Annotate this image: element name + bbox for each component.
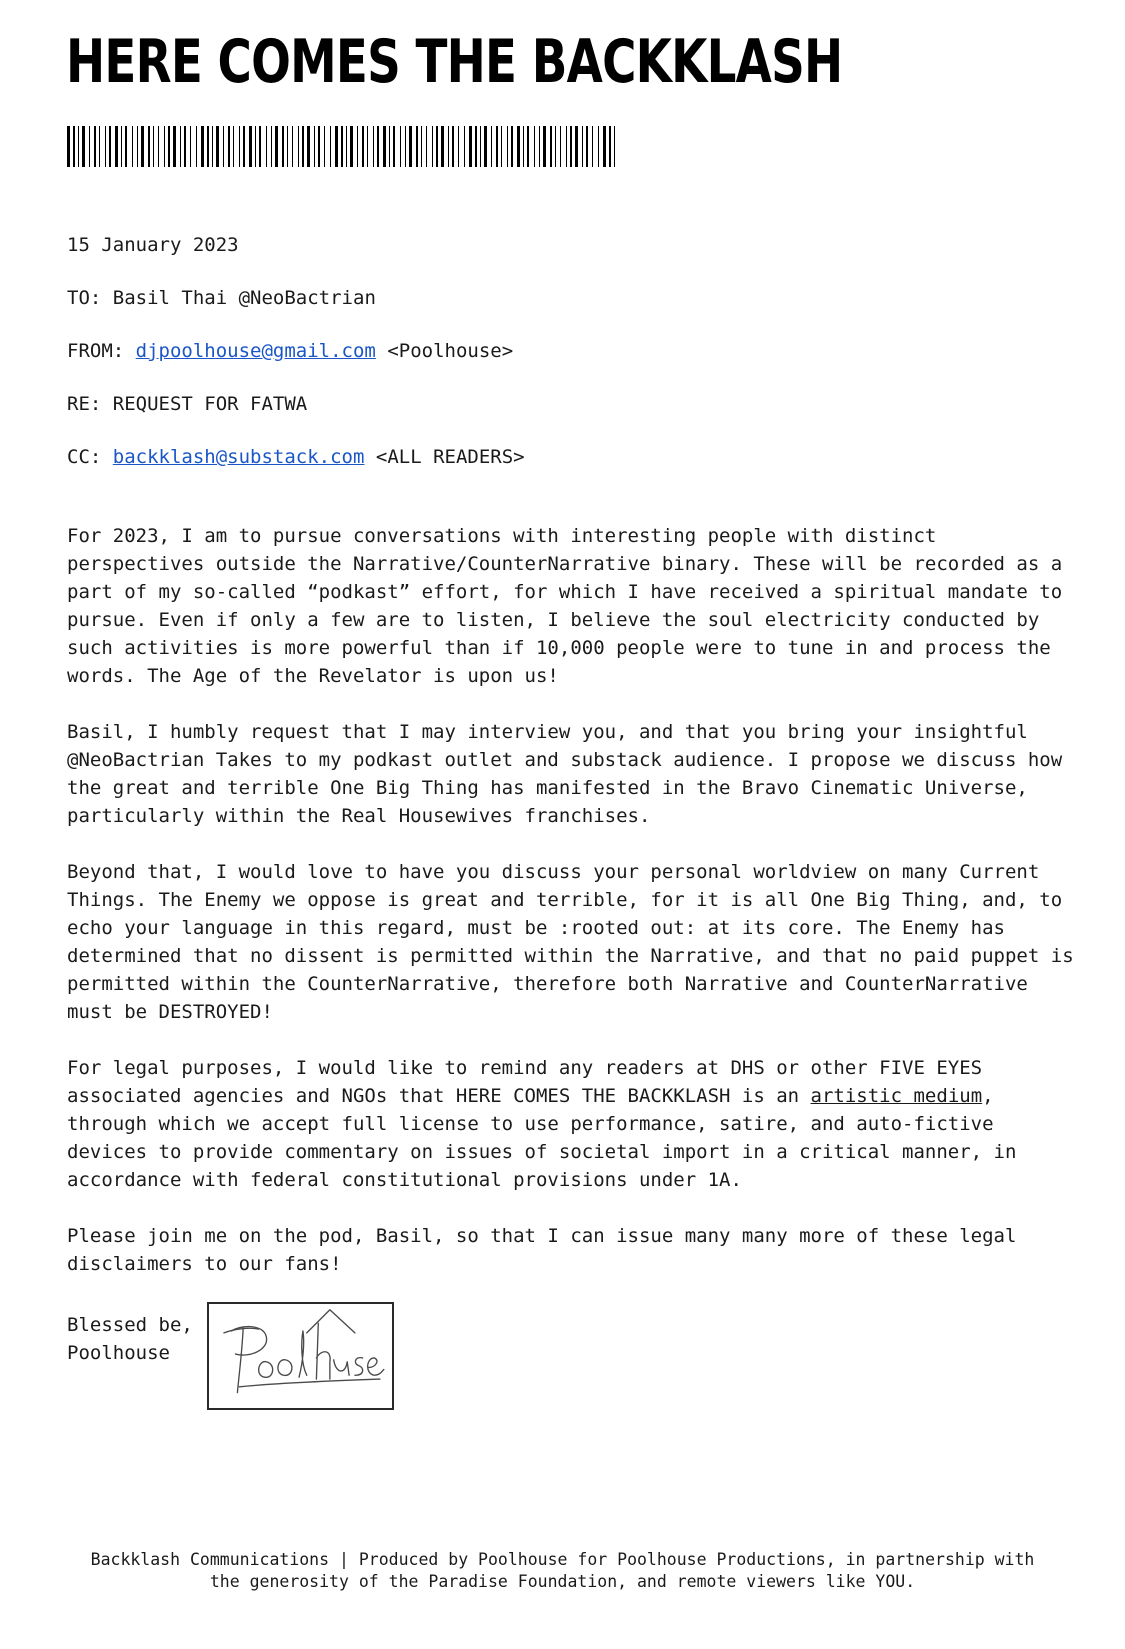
barcode-bar — [173, 126, 176, 167]
letter-date: 15 January 2023 — [67, 234, 239, 256]
barcode-bar — [570, 126, 572, 167]
barcode-bar — [441, 126, 444, 167]
barcode-bar — [212, 126, 213, 167]
barcode-bar — [125, 126, 127, 167]
barcode-bar — [362, 126, 364, 167]
to-line — [67, 284, 376, 312]
barcode-bar — [330, 126, 331, 167]
barcode-bar — [216, 126, 219, 167]
barcode-bar — [592, 126, 593, 167]
barcode-bar — [469, 126, 472, 167]
barcode-bar — [491, 126, 492, 167]
barcode-bar — [153, 126, 154, 167]
barcode-bar — [523, 126, 524, 167]
barcode-bar — [271, 126, 272, 167]
paragraph-4-text-end: , through which we accept full license to use performance, satire, and auto-fictive devices to provide commentary on issues of societal import in a critical manner, in accordance with federal constitutional provisions under 1A. — [67, 1085, 1017, 1191]
barcode-bar — [275, 126, 278, 167]
barcode-bar — [105, 126, 106, 167]
barcode-bar — [318, 126, 320, 167]
barcode-bar — [475, 126, 477, 167]
barcode-bar — [184, 126, 186, 167]
from-line — [67, 337, 513, 365]
barcode-bar — [609, 126, 611, 167]
barcode-bar — [282, 126, 284, 167]
barcode-bar — [207, 126, 209, 167]
barcode-bar — [566, 126, 567, 167]
barcode-bar — [560, 126, 561, 167]
barcode-bar — [121, 126, 122, 167]
barcode-bar — [496, 126, 498, 167]
barcode-bar — [201, 126, 204, 167]
footer-line-2: the generosity of the Paradise Foundation, and remote viewers like YOU. — [209, 1572, 916, 1591]
barcode-bar — [164, 126, 165, 167]
barcode-bar — [582, 126, 583, 167]
masthead-title: HERE COMES THE BACKKLASH — [66, 27, 843, 97]
from-label: FROM: — [67, 340, 125, 362]
barcode-bar — [233, 126, 234, 167]
barcode-bar — [148, 126, 150, 167]
handwritten-signature — [209, 1304, 392, 1408]
barcode-bar — [400, 126, 401, 167]
footer — [40, 1549, 1085, 1593]
barcode-bar — [458, 126, 459, 167]
barcode-bar — [190, 126, 191, 167]
barcode-bar — [137, 126, 138, 167]
barcode-bar — [346, 126, 347, 167]
barcode-bar — [141, 126, 144, 167]
footer-line-1: Backklash Communications | Produced by Poolhouse for Poolhouse Productions, in partnership with — [90, 1550, 1035, 1569]
barcode-bar — [409, 126, 412, 167]
cc-name: <ALL READERS> — [375, 446, 525, 468]
barcode-bar — [416, 126, 418, 167]
barcode-bar — [598, 126, 599, 167]
barcode-bar — [73, 126, 75, 167]
barcode-bar — [109, 126, 111, 167]
barcode-bar — [158, 126, 159, 167]
barcode-bar — [421, 126, 422, 167]
barcode-bar — [266, 126, 267, 167]
to-label: TO: — [67, 287, 102, 309]
barcode-bar — [168, 126, 170, 167]
body-paragraph-1: For 2023, I am to pursue conversations with interesting people with distinct perspectives outside the Narrative/CounterNarrative binary. These will be recorded as a part of my so-called “podkast” effort, for which I have received a spiritual mandate to pursue. Even if only a few are to listen, I believe the soul electricity conducted by such activities is more powerful than if 10,000 people were to tune in and process the words. The Age of the Revelator is upon us! — [67, 525, 1063, 687]
barcode-bar — [373, 126, 374, 167]
barcode-bar — [586, 126, 588, 167]
barcode-bar — [228, 126, 230, 167]
barcode-bar — [377, 126, 379, 167]
signoff-name: Poolhouse — [67, 1342, 170, 1364]
barcode-bar — [324, 126, 325, 167]
cc-email-link[interactable]: backklash@substack.com — [112, 446, 365, 468]
barcode-bar — [341, 126, 343, 167]
body-paragraph-3: Beyond that, I would love to have you discuss your personal worldview on many Current Things. The Enemy we oppose is great and terrible, for it is all One Big Thing, and, to echo your language in this regard, must be :rooted out: at its core. The Enemy has determined that no dissent is permitted within the Narrative, and that no paid puppet is permitted within the CounterNarrative, therefore both Narrative and CounterNarrative must be DESTROYED! — [67, 861, 1074, 1023]
barcode-bar — [614, 126, 615, 167]
signature-image — [207, 1302, 394, 1410]
barcode-bar — [298, 126, 299, 167]
barcode-bar — [539, 126, 540, 167]
barcode-bar — [426, 126, 427, 167]
barcode-bar — [259, 126, 261, 167]
barcode-bar — [132, 126, 133, 167]
barcode-bar — [287, 126, 288, 167]
barcode-bar — [78, 126, 79, 167]
barcode-bar — [464, 126, 465, 167]
barcode-bar — [575, 126, 578, 167]
barcode-bar — [501, 126, 502, 167]
barcode-bar — [307, 126, 310, 167]
barcode-bar — [436, 126, 438, 167]
barcode-bar — [511, 126, 513, 167]
signoff-closing: Blessed be, — [67, 1314, 193, 1336]
body-paragraph-5: Please join me on the pod, Basil, so that I can issue many many more of these legal disclaimers to our fans! — [67, 1225, 1017, 1275]
barcode-bar — [239, 126, 240, 167]
barcode-bar — [99, 126, 100, 167]
barcode-bar — [603, 126, 606, 167]
barcode-bar — [480, 126, 481, 167]
re-line — [67, 390, 307, 418]
barcode-bar — [527, 126, 529, 167]
from-email-link[interactable]: djpoolhouse@gmail.com — [135, 340, 376, 362]
barcode-bar — [389, 126, 390, 167]
barcode-bar — [115, 126, 118, 167]
barcode-bar — [292, 126, 293, 167]
paragraph-4-text-start: For legal purposes, I would like to remind any readers at DHS or other FIVE EYES associated agencies and NGOs that HERE COMES THE BACKKLASH is an — [67, 1057, 983, 1107]
barcode-bar — [350, 126, 353, 167]
cc-label: CC: — [67, 446, 102, 468]
barcode-bar — [534, 126, 535, 167]
barcode-bar — [448, 126, 449, 167]
barcode-bar — [243, 126, 245, 167]
body-paragraph-4 — [67, 1054, 1077, 1194]
from-name: <Poolhouse> — [387, 340, 514, 362]
barcode-bar — [314, 126, 315, 167]
barcode-bar — [67, 126, 70, 167]
barcode-bar — [383, 126, 386, 167]
barcode-bar — [507, 126, 508, 167]
barcode-bar — [432, 126, 433, 167]
barcode-bar — [94, 126, 96, 167]
barcode-bar — [335, 126, 338, 167]
barcode-bar — [357, 126, 358, 167]
barcode-bar — [550, 126, 552, 167]
barcode-bar — [196, 126, 197, 167]
re-subject: REQUEST FOR FATWA — [112, 393, 308, 415]
barcode-bar — [82, 126, 85, 167]
artistic-medium-link[interactable]: artistic medium — [810, 1085, 983, 1107]
barcode-bar — [180, 126, 181, 167]
re-label: RE: — [67, 393, 102, 415]
barcode-bar — [517, 126, 520, 167]
barcode-bar — [255, 126, 256, 167]
barcode-bar — [393, 126, 395, 167]
barcode-bar — [555, 126, 556, 167]
barcode-bar — [223, 126, 224, 167]
signoff-block — [67, 1311, 193, 1367]
barcode-bar — [405, 126, 406, 167]
barcode-bar — [543, 126, 546, 167]
barcode-bar — [452, 126, 454, 167]
body-paragraph-2: Basil, I humbly request that I may interview you, and that you bring your insightful @NeoBactrian Takes to my podkast outlet and substack audience. I propose we discuss how the great and terrible One Big Thing has manifested in the Bravo Cinematic Universe, particularly within the Real Housewives franchises. — [67, 721, 1063, 827]
to-recipient: Basil Thai @NeoBactrian — [112, 287, 376, 309]
barcode-bar — [484, 126, 487, 167]
barcode-bar — [302, 126, 304, 167]
barcode-bar — [367, 126, 368, 167]
barcode-bar — [249, 126, 252, 167]
barcode-graphic — [67, 126, 615, 167]
barcode-bar — [89, 126, 90, 167]
cc-line — [67, 443, 525, 471]
